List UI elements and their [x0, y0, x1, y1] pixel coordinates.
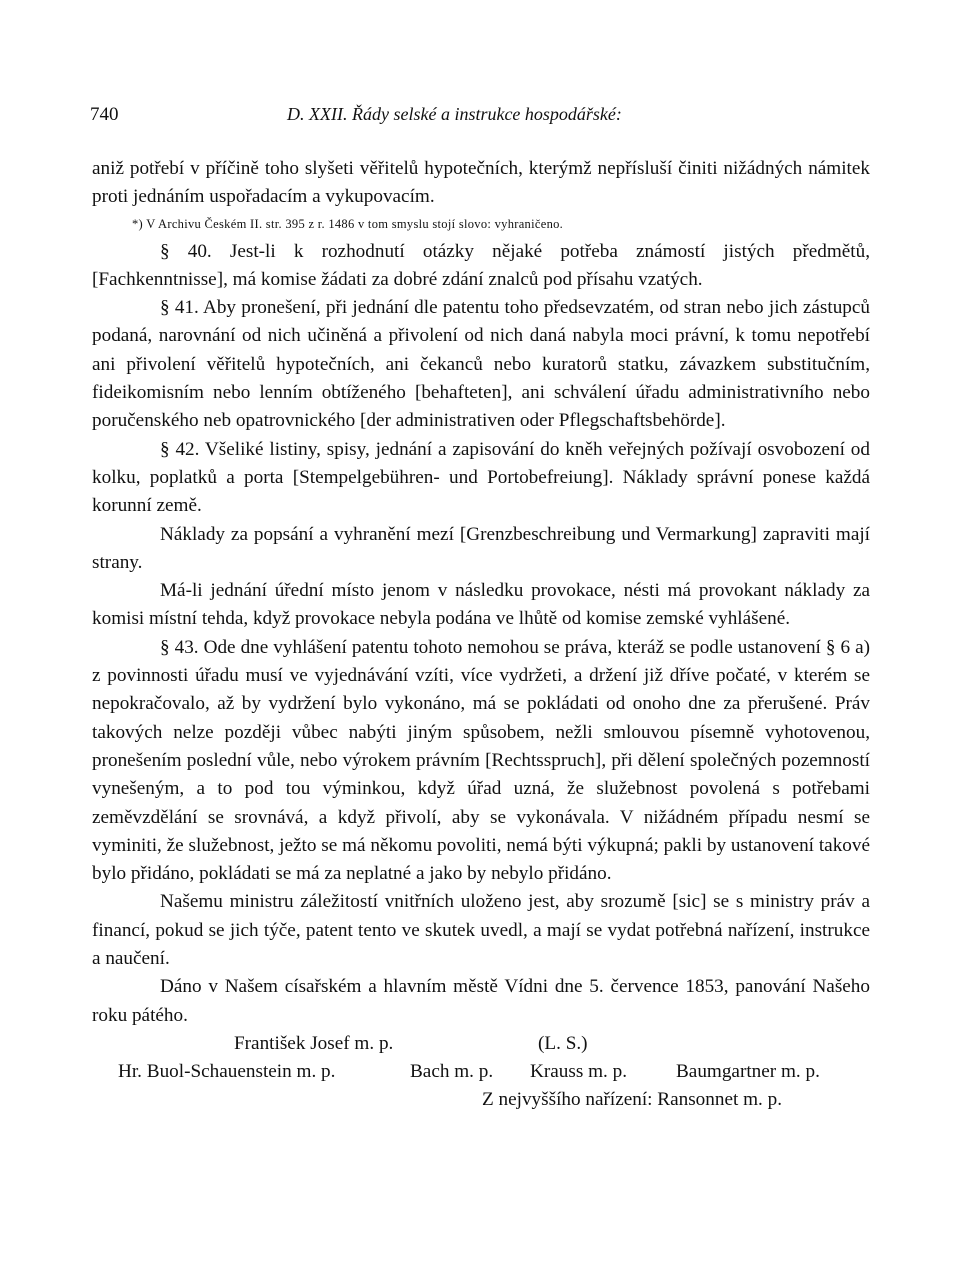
signature-minister-buol: Hr. Buol-Schauenstein m. p.: [118, 1060, 336, 1082]
page-body: [92, 155, 870, 1114]
paragraph-continuation: aniž potřebí v příčině toho slyšeti věřitelů hypotečních, kterýmž nepřísluší činiti nižádných námitek proti jednáním uspořadacím a vykupovacím.: [92, 158, 870, 208]
paragraph-provocation-costs: Má-li jednání úřední místo jenom v následku provokace, nésti má provokant náklady za komisi místní tehda, když provokace nebyla podána ve lhůtě od komise zemské vyhlášené.: [92, 580, 870, 630]
seal-mark: (L. S.): [538, 1032, 588, 1054]
signature-line-3: [92, 1086, 870, 1114]
paragraph-section-43: § 43. Ode dne vyhlášení patentu tohoto nemohou se práva, kteráž se podle ustanovení § 6 a) z povinnosti úřadu musí ve vyjednávání vzíti, více vydržeti, a držení již dříve počaté, v kterém se nepokračovalo, až by vydržení bylo vykonáno, má se pokládati od onoho dne za přerušené. Práv takových nelze později vůbec nabýti jiným spůsobem, nežli smlouvou písemně vyhotovenou, pronešením poslední vůle, nebo výrokem právním [Rechtsspruch], při dělení společných pozemností vynešeným, a to pod tou výminkou, když úřad uzná, že služebnost povolená s potřebami zeměvzdělání se srovnává, a když přivolí, aby se vykonávala. V nižádném případu nesmí se vyminiti, že služebnost, ježto se má někomu povoliti, nemá býti výkupná; pakli by ustanovení takové bylo přidáno, pokládati se má za neplatné a jako by nebylo přidáno.: [92, 636, 870, 885]
page-header: [90, 104, 870, 140]
signature-line-1: [92, 1030, 870, 1058]
paragraph-section-41: § 41. Aby pronešení, při jednání dle patentu toho předsevzatém, od stran nebo jich zástupců podaná, narovnání od nich učiněná a přivolení od nich daná nabyla moci právní, k tomu nepotřebí ani přivolení věřitelů hypotečních, ani čekanců nebo kuratorů statku, závazkem substitučním, fideikomisním nebo lenním obtíženého [behafteten], ani schválení úřadu administrativního nebo poručenského neb opatrovnického [der administrativen oder Pflegschaftsbehörde].: [92, 297, 870, 432]
signature-line-2: [92, 1058, 870, 1086]
paragraph-ministry-order: Našemu ministru záležitostí vnitřních uloženo jest, aby srozumě [sic] se s ministry práv a financí, pokud se jich týče, patent tento ve skutek uvedl, a mají se vydat potřebná nařízení, instrukce a naučení.: [92, 891, 870, 970]
running-title: D. XXII. Řády selské a instrukce hospodářské:: [287, 104, 622, 124]
paragraph-section-40: § 40. Jest-li k rozhodnutí otázky nějaké potřeba známostí jistých předmětů, [Fachkenntnisse], má komise žádati za dobré zdání znalců pod přísahu vzatých.: [92, 240, 870, 290]
signature-order: Z nejvyššího nařízení: Ransonnet m. p.: [482, 1088, 783, 1110]
page-number: 740: [90, 104, 119, 125]
footnote: *) V Archivu Českém II. str. 395 z r. 1486 v tom smyslu stojí slovo: vyhraničeno.: [132, 216, 564, 231]
paragraph-section-42: § 42. Všeliké listiny, spisy, jednání a zapisování do kněh veřejných požívají osvobození od kolku, poplatků a porta [Stempelgebühren- und Portobefreiung]. Náklady správní ponese každá korunní země.: [92, 438, 870, 517]
paragraph-dated: Dáno v Našem císařském a hlavním městě Vídni dne 5. července 1853, panování Našeho roku pátého.: [92, 976, 870, 1026]
signature-emperor: František Josef m. p.: [234, 1032, 394, 1054]
signature-minister-baumgartner: Baumgartner m. p.: [676, 1060, 820, 1082]
signature-minister-bach: Bach m. p.: [410, 1060, 494, 1082]
paragraph-boundary-costs: Náklady za popsání a vyhranění mezí [Grenzbeschreibung und Vermarkung] zapraviti mají strany.: [92, 523, 870, 573]
signature-minister-krauss: Krauss m. p.: [530, 1060, 627, 1082]
